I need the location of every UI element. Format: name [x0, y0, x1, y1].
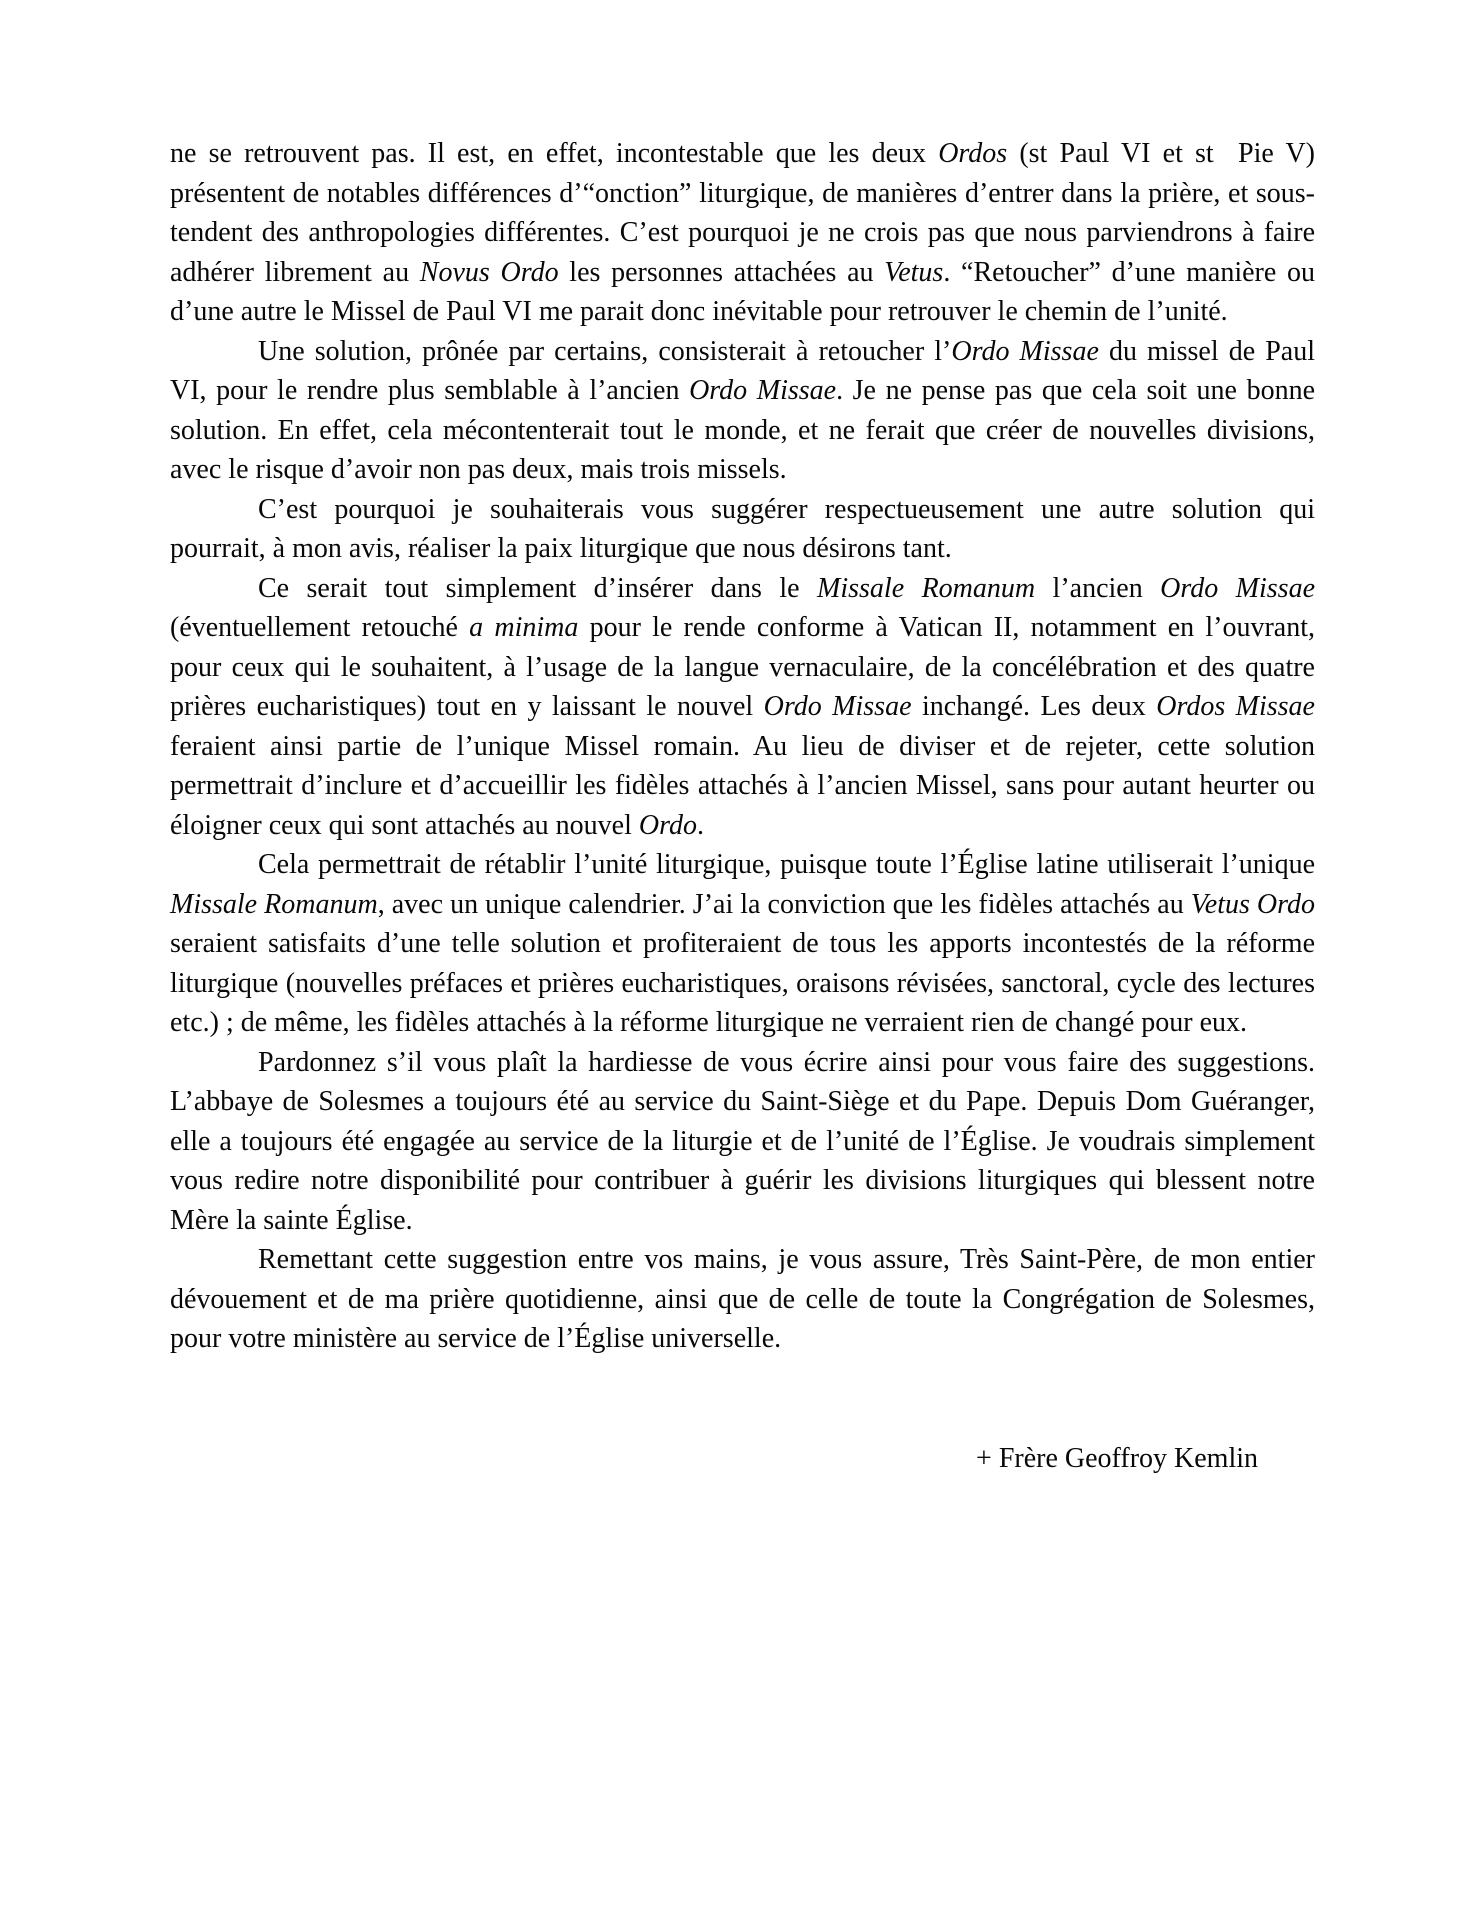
- italic-run: Ordos Missae: [1156, 691, 1315, 722]
- italic-run: Vetus: [884, 256, 944, 288]
- paragraph: [170, 134, 1315, 332]
- text-run: (éventuellement retouché: [170, 612, 470, 643]
- text-run: , avec un unique calendrier. J’ai la conviction que les fidèles attachés au: [377, 888, 1191, 920]
- text-run: . Je ne pense pas que cela soit une bonne solution. En effet, cela mécontenterait tout le monde, et ne ferait que créer de nouvelles divisions, avec le risque d’avoir non pas deux, mais trois missels.: [170, 375, 1315, 485]
- text-run: inchangé. Les deux: [911, 691, 1157, 722]
- text-run: du missel de Paul VI, pour le rendre plus semblable à l’ancien: [170, 335, 1316, 406]
- paragraph: [170, 1043, 1315, 1241]
- italic-run: Ordo Missae: [1160, 572, 1316, 604]
- text-run: Une solution, prônée par certains, consisterait à retoucher l’: [258, 335, 952, 367]
- text-run: ne se retrouvent pas. Il est, en effet, incontestable que les deux: [170, 138, 939, 169]
- paragraph: [170, 845, 1315, 1043]
- text-run: .: [696, 809, 704, 841]
- letter-body: [170, 134, 1315, 1359]
- italic-run: Ordo Missae: [689, 375, 837, 406]
- italic-run: Novus Ordo: [419, 256, 559, 288]
- paragraph: [170, 332, 1315, 490]
- paragraph: [170, 569, 1315, 846]
- italic-run: a minima: [469, 612, 579, 643]
- text-run: C’est pourquoi je souhaiterais vous suggérer respectueusement une autre solution qui pourrait, à mon avis, réaliser la paix liturgique que nous désirons tant.: [170, 493, 1315, 564]
- italic-run: Missale Romanum: [170, 888, 378, 920]
- text-run: (st Paul VI et st Pie V) présentent de notables différences d’“onction” liturgique, de manières d’entrer dans la prière, et sous-tendent des anthropologies différentes. C’est pourquoi je ne crois pas que nous parviendrons à faire adhérer librement au: [170, 138, 1315, 288]
- text-run: Cela permettrait de rétablir l’unité liturgique, puisque toute l’Église latine utiliserait l’unique: [258, 849, 1315, 880]
- signature: + Frère Geoffroy Kemlin: [976, 1442, 1258, 1474]
- text-run: l’ancien: [1035, 572, 1161, 604]
- italic-run: Ordo: [638, 809, 697, 841]
- text-run: Pardonnez s’il vous plaît la hardiesse de vous écrire ainsi pour vous faire des suggestions. L’abbaye de Solesmes a toujours été au service du Saint-Siège et du Pape. Depuis Dom Guéranger, elle a toujours été engagée au service de la liturgie et de l’unité de l’Église. Je voudrais simplement vous redire notre disponibilité pour contribuer à guérir les divisions liturgiques qui blessent notre Mère la sainte Église.: [170, 1046, 1315, 1236]
- paragraph: [170, 1240, 1315, 1359]
- text-run: . “Retoucher” d’une manière ou d’une autre le Missel de Paul VI me parait donc inévitable pour retrouver le chemin de l’unité.: [170, 256, 1315, 327]
- text-run: Remettant cette suggestion entre vos mains, je vous assure, Très Saint-Père, de mon entier dévouement et de ma prière quotidienne, ainsi que de celle de toute la Congrégation de Solesmes, pour votre ministère au service de l’Église universelle.: [170, 1244, 1315, 1354]
- text-run: seraient satisfaits d’une telle solution et profiteraient de tous les apports incontestés de la réforme liturgique (nouvelles préfaces et prières eucharistiques, oraisons révisées, sanctoral, cycle des lectures etc.) ; de même, les fidèles attachés à la réforme liturgique ne verraient rien de changé pour eux.: [170, 928, 1315, 1038]
- text-run: Ce serait tout simplement d’insérer dans le: [258, 572, 818, 604]
- text-run: feraient ainsi partie de l’unique Missel romain. Au lieu de diviser et de rejeter, cette solution permettrait d’inclure et d’accueillir les fidèles attachés à l’ancien Missel, sans pour autant heurter ou éloigner ceux qui sont attachés au nouvel: [170, 730, 1315, 841]
- text-run: pour le rende conforme à Vatican II, notamment en l’ouvrant, pour ceux qui le souhaitent, à l’usage de la langue vernaculaire, de la concélébration et des quatre prières eucharistiques) tout en y laissant le nouvel: [170, 612, 1316, 722]
- italic-run: Missale Romanum: [817, 572, 1036, 604]
- italic-run: Ordos: [938, 138, 1008, 169]
- paragraph: [170, 490, 1315, 569]
- italic-run: Ordo Missae: [951, 335, 1099, 367]
- italic-run: Vetus Ordo: [1190, 888, 1315, 920]
- text-run: les personnes attachées au: [558, 256, 885, 288]
- italic-run: Ordo Missae: [763, 691, 912, 722]
